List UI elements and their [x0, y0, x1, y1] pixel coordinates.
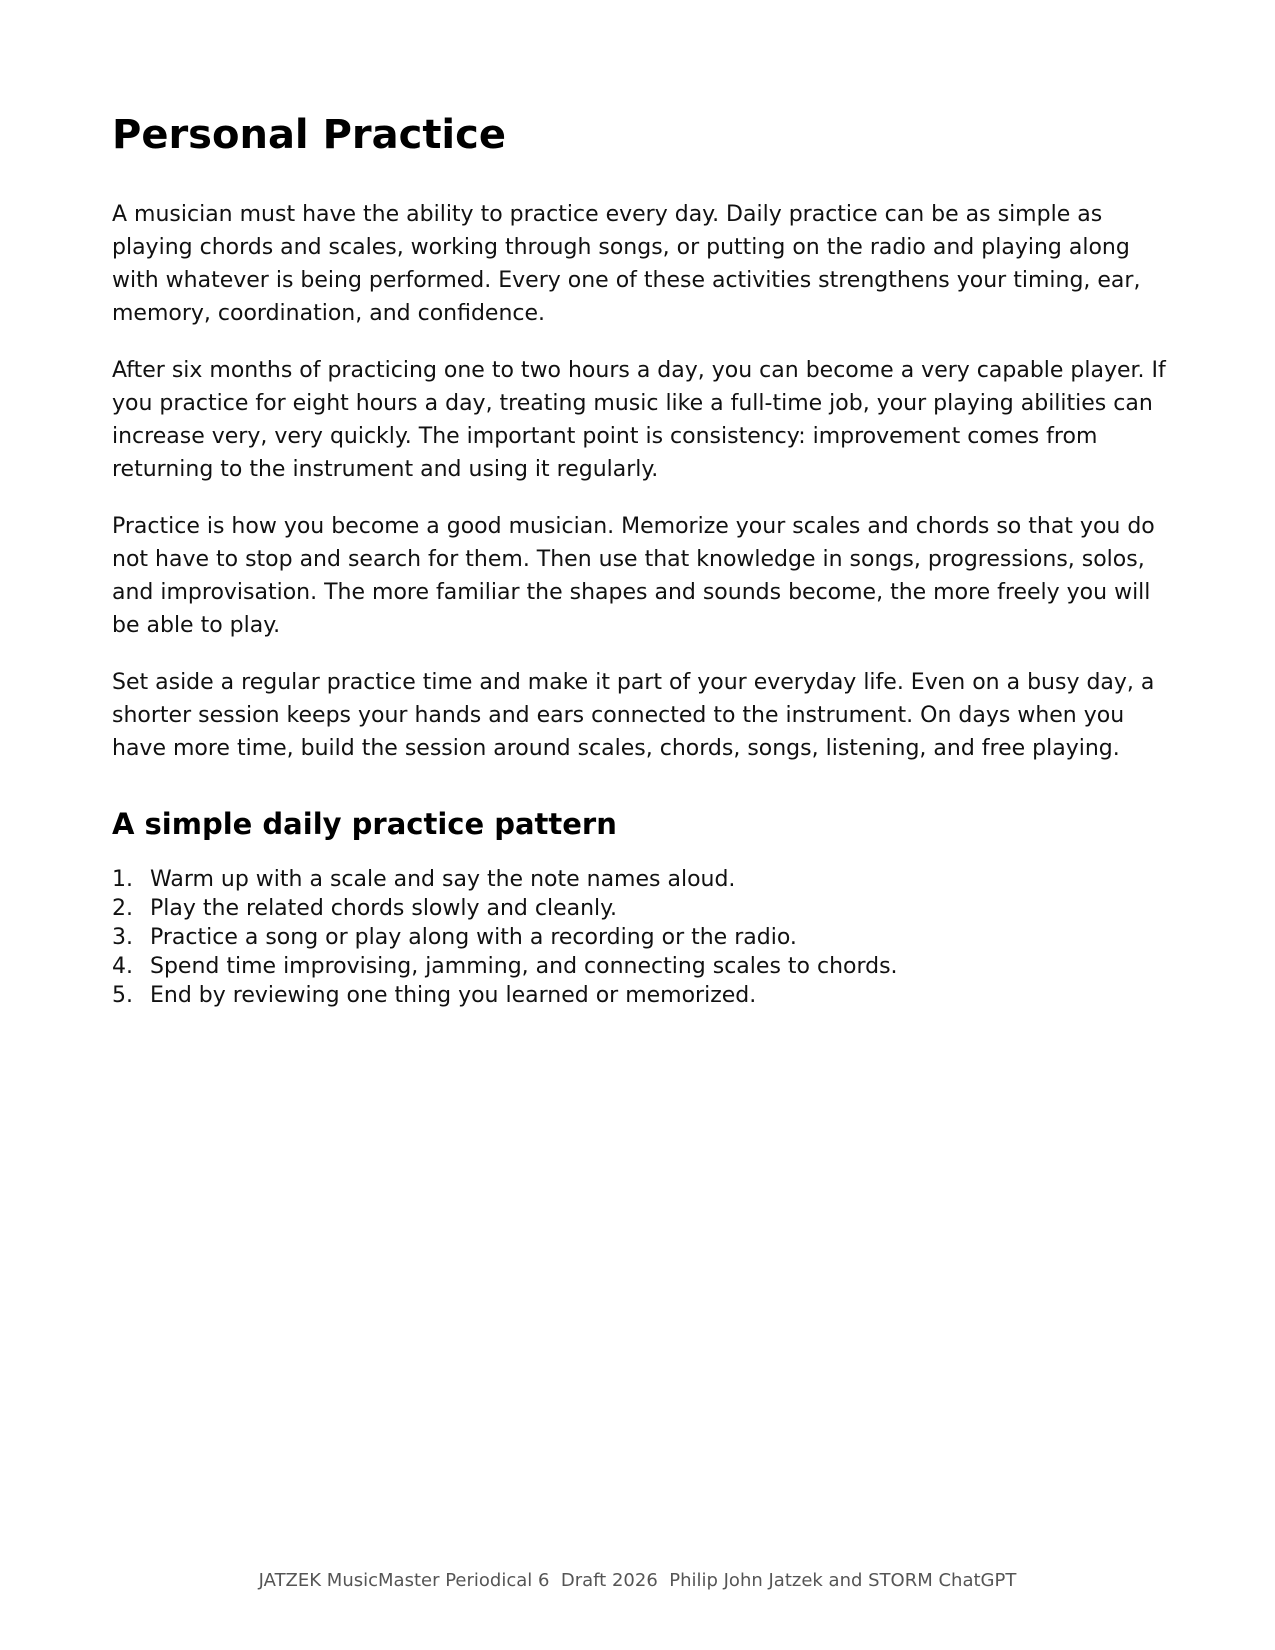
list-item: [112, 894, 1172, 923]
list-item-number: 2.: [112, 896, 133, 921]
practice-steps-list: [112, 865, 1172, 1010]
document-page: [112, 108, 1172, 1010]
list-item-text: Warm up with a scale and say the note names aloud.: [150, 867, 736, 892]
section-heading: A simple daily practice pattern: [112, 807, 617, 841]
list-item: [112, 865, 1172, 894]
list-item: [112, 981, 1172, 1010]
list-item-number: 5.: [112, 983, 133, 1008]
list-item: [112, 952, 1172, 981]
list-item: [112, 923, 1172, 952]
paragraph-six-months: After six months of practicing one to two hours a day, you can become a very capable player. If you practice for eight hours a day, treating music like a full-time job, your playing abilities can increase very, very quickly. The important point is consistency: improvement comes from returning to the instrument and using it regularly.: [112, 358, 1166, 482]
list-item-number: 3.: [112, 925, 133, 950]
paragraph-memorize: Practice is how you become a good musician. Memorize your scales and chords so that you do not have to stop and search for them. Then use that knowledge in songs, progressions, solos, and improvisation. The more familiar the shapes and sounds become, the more freely you will be able to play.: [112, 514, 1155, 638]
paragraph-daily-practice: A musician must have the ability to practice every day. Daily practice can be as simple as playing chords and scales, working through songs, or putting on the radio and playing along with whatever is being performed. Every one of these activities strengthens your timing, ear, memory, coordination, and confidence.: [112, 202, 1141, 326]
page-footer: JATZEK MusicMaster Periodical 6 Draft 2026 Philip John Jatzek and STORM ChatGPT: [258, 1570, 1017, 1591]
list-item-text: Play the related chords slowly and cleanly.: [150, 896, 618, 921]
list-item-number: 1.: [112, 867, 133, 892]
list-item-text: Spend time improvising, jamming, and connecting scales to chords.: [150, 954, 898, 979]
list-item-text: Practice a song or play along with a recording or the radio.: [150, 925, 797, 950]
list-item-number: 4.: [112, 954, 133, 979]
page-title: Personal Practice: [112, 112, 506, 158]
list-item-text: End by reviewing one thing you learned or memorized.: [150, 983, 757, 1008]
paragraph-practice-time: Set aside a regular practice time and make it part of your everyday life. Even on a busy day, a shorter session keeps your hands and ears connected to the instrument. On days when you have more time, build the session around scales, chords, songs, listening, and free playing.: [112, 670, 1155, 761]
